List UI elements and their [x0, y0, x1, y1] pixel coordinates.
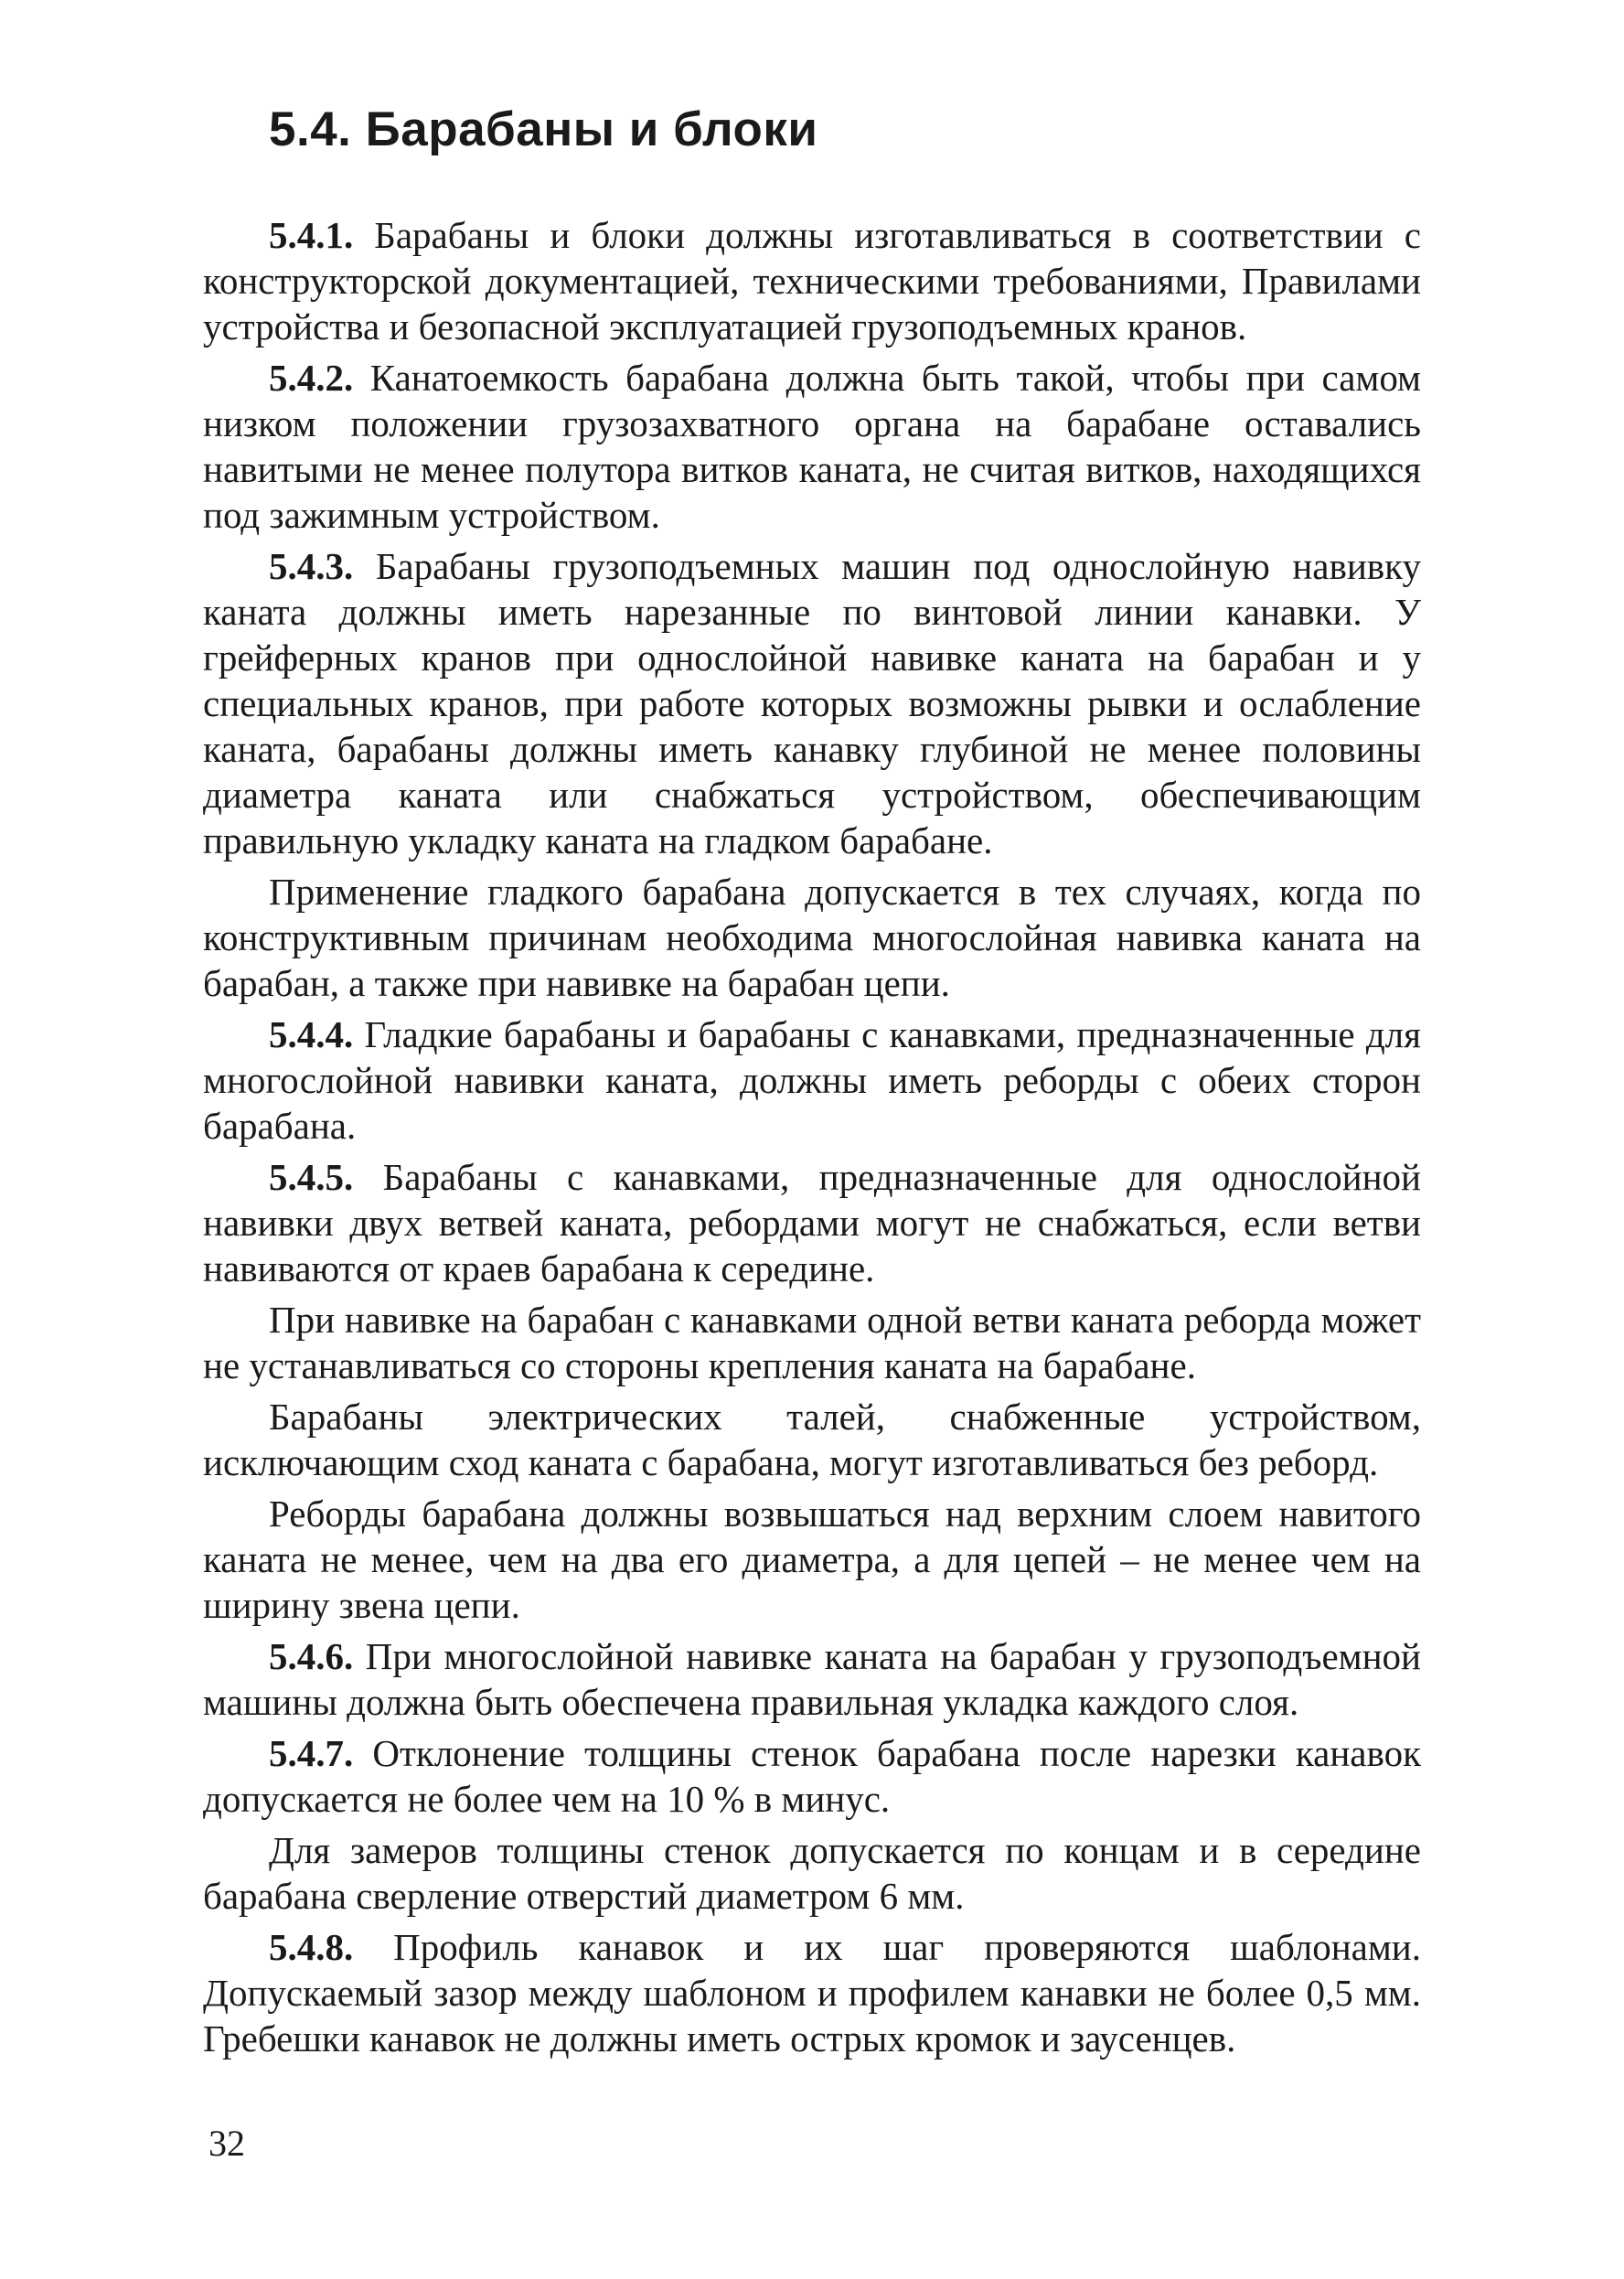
- paragraph-text: Барабаны с канавками, предназначенные для однослойной навивки двух ветвей каната, ребордами могут не снабжаться, если ветви навиваются от краев барабана к середине.: [203, 1156, 1421, 1289]
- paragraph-text: Отклонение толщины стенок барабана после нарезки канавок допускается не более чем на 10 % в минус.: [203, 1732, 1421, 1820]
- paragraph: [203, 1633, 1421, 1725]
- section-heading: 5.4. Барабаны и блоки: [269, 102, 818, 156]
- paragraph: [203, 355, 1421, 538]
- paragraph: [203, 212, 1421, 349]
- paragraph: [203, 1924, 1421, 2061]
- clause-number: 5.4.5.: [269, 1156, 354, 1198]
- section-body: [203, 212, 1421, 2061]
- clause-number: 5.4.1.: [269, 214, 354, 256]
- document-page: [203, 101, 1421, 2067]
- paragraph: [203, 1297, 1421, 1388]
- clause-number: 5.4.6.: [269, 1635, 354, 1677]
- clause-number: 5.4.2.: [269, 357, 354, 399]
- clause-number: 5.4.8.: [269, 1926, 354, 1968]
- paragraph-text: Гладкие барабаны и барабаны с канавками, предназначенные для многослойной навивки каната, должны иметь реборды с обеих сторон барабана.: [203, 1013, 1421, 1147]
- clause-number: 5.4.7.: [269, 1732, 354, 1774]
- paragraph: [203, 1827, 1421, 1919]
- clause-number: 5.4.4.: [269, 1013, 354, 1055]
- paragraph: [203, 1491, 1421, 1628]
- paragraph-text: Реборды барабана должны возвышаться над верхним слоем навитого каната не менее, чем на два его диаметра, а для цепей – не менее чем на ширину звена цепи.: [203, 1493, 1421, 1626]
- paragraph: [203, 1394, 1421, 1485]
- paragraph: [203, 1730, 1421, 1822]
- paragraph: [203, 543, 1421, 863]
- page-number: 32: [208, 2123, 245, 2164]
- paragraph: [203, 869, 1421, 1006]
- paragraph-text: Барабаны электрических талей, снабженные устройством, исключающим сход каната с барабана, могут изготавливаться без реборд.: [203, 1396, 1421, 1483]
- paragraph-text: Профиль канавок и их шаг проверяются шаблонами. Допускаемый зазор между шаблоном и профилем канавки не более 0,5 мм. Гребешки канавок не должны иметь острых кромок и заусенцев.: [203, 1926, 1421, 2060]
- clause-number: 5.4.3.: [269, 545, 354, 587]
- paragraph-text: При многослойной навивке каната на барабан у грузоподъемной машины должна быть обеспечена правильная укладка каждого слоя.: [203, 1635, 1421, 1723]
- paragraph-text: При навивке на барабан с канавками одной ветви каната реборда может не устанавливаться со стороны крепления каната на барабане.: [203, 1299, 1421, 1386]
- paragraph-text: Барабаны и блоки должны изготавливаться в соответствии с конструкторской документацией, техническими требованиями, Правилами устройства и безопасной эксплуатацией грузоподъемных кранов.: [203, 214, 1421, 348]
- paragraph-text: Применение гладкого барабана допускается в тех случаях, когда по конструктивным причинам необходима многослойная навивка каната на барабан, а также при навивке на барабан цепи.: [203, 871, 1421, 1004]
- paragraph: [203, 1154, 1421, 1291]
- paragraph-text: Барабаны грузоподъемных машин под однослойную навивку каната должны иметь нарезанные по винтовой линии канавки. У грейферных кранов при однослойной навивке каната на барабан и у специальных кранов, при работе которых возможны рывки и ослабление каната, барабаны должны иметь канавку глубиной не менее половины диаметра каната или снабжаться устройством, обеспечивающим правильную укладку каната на гладком барабане.: [203, 545, 1421, 861]
- paragraph-text: Для замеров толщины стенок допускается по концам и в середине барабана сверление отверстий диаметром 6 мм.: [203, 1829, 1421, 1917]
- paragraph: [203, 1011, 1421, 1149]
- paragraph-text: Канатоемкость барабана должна быть такой, чтобы при самом низком положении грузозахватного органа на барабане оставались навитыми не менее полутора витков каната, не считая витков, находящихся под зажимным устройством.: [203, 357, 1421, 536]
